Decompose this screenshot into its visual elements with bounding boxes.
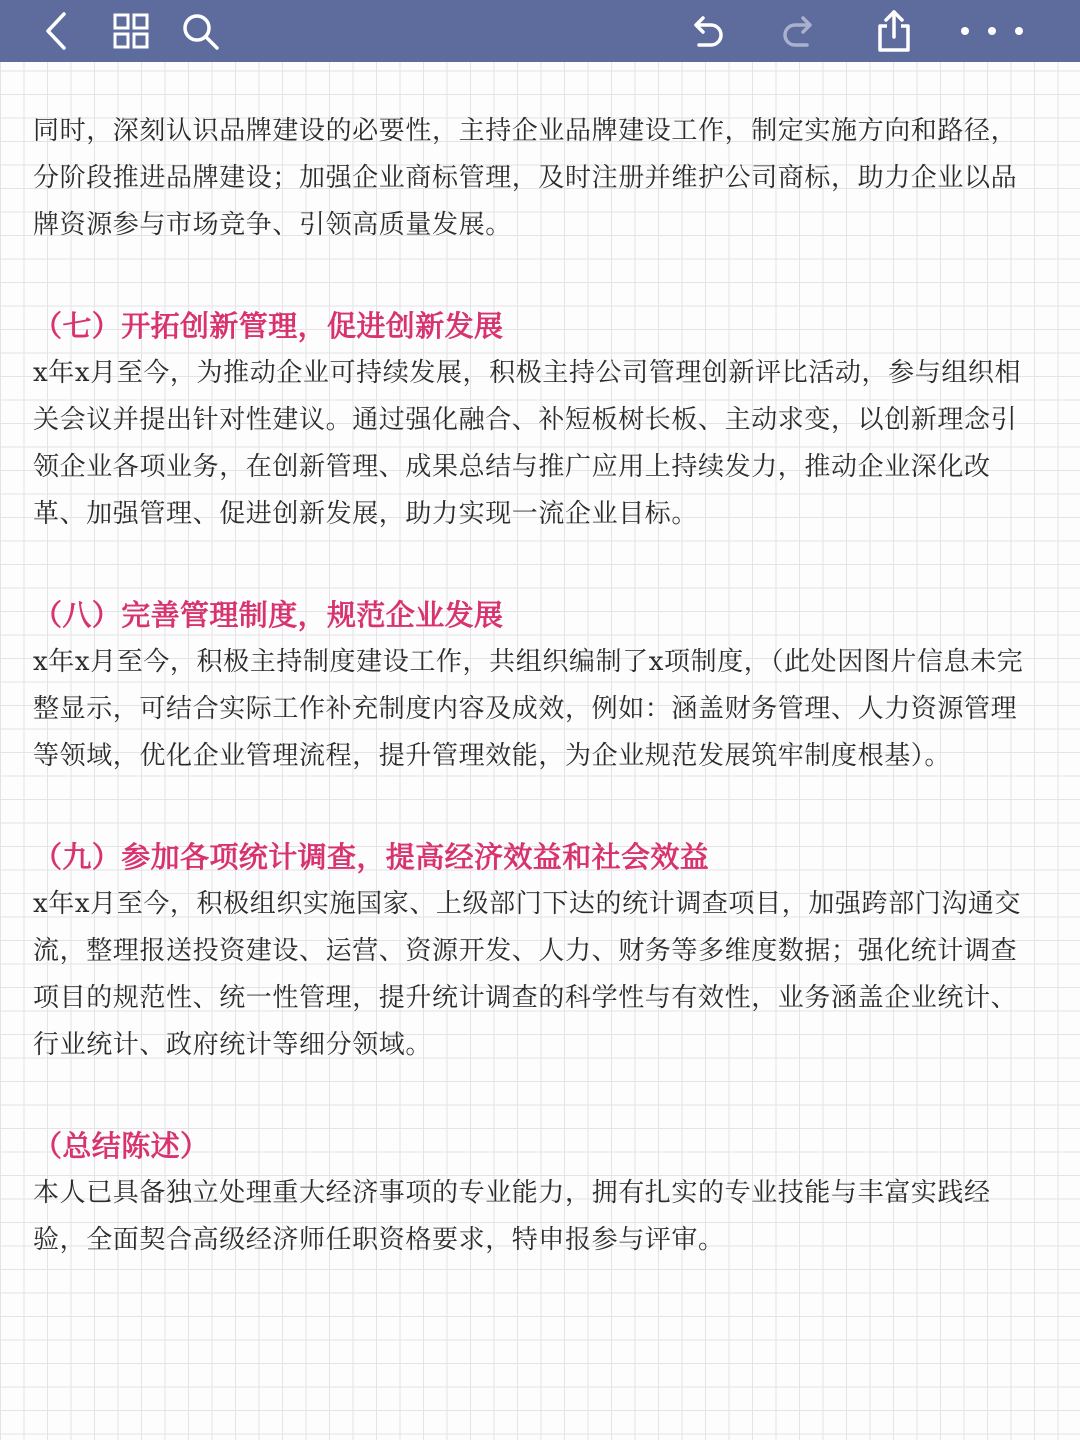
undo-button[interactable]	[682, 6, 732, 56]
section-body: 本人已具备独立处理重大经济事项的专业能力，拥有扎实的专业技能与丰富实践经验，全面契合高级经济师任职资格要求，特申报参与评审。	[33, 1178, 991, 1255]
share-button[interactable]	[869, 6, 919, 56]
share-icon	[872, 8, 916, 54]
grid-icon	[111, 11, 151, 51]
redo-button[interactable]	[774, 6, 824, 56]
section-heading: （八）完善管理制度，规范企业发展	[33, 598, 504, 632]
undo-icon	[685, 9, 729, 53]
redo-icon	[777, 9, 821, 53]
section-heading: （九）参加各项统计调查，提高经济效益和社会效益	[33, 840, 710, 874]
thumbnails-button[interactable]	[106, 6, 156, 56]
search-button[interactable]	[175, 6, 225, 56]
search-icon	[180, 11, 220, 51]
section-heading: （总结陈述）	[33, 1129, 210, 1163]
more-button[interactable]	[948, 6, 1028, 56]
intro-paragraph: 同时，深刻认识品牌建设的必要性，主持企业品牌建设工作，制定实施方向和路径，分阶段推进品牌建设；加强企业商标管理，及时注册并维护公司商标，助力企业以品牌资源参与市场竞争、引领高质量发展。	[33, 116, 1018, 240]
section-body: x年x月至今，为推动企业可持续发展，积极主持公司管理创新评比活动，参与组织相关会议并提出针对性建议。通过强化融合、补短板树长板、主动求变，以创新理念引领企业各项业务，在创新管理、成果总结与推广应用上持续发力，推动企业深化改革、加强管理、促进创新发展，助力实现一流企业目标。	[33, 358, 1022, 529]
document-content	[33, 108, 1043, 1264]
section-body: x年x月至今，积极主持制度建设工作，共组织编制了x项制度，（此处因图片信息未完整显示，可结合实际工作补充制度内容及成效，例如：涵盖财务管理、人力资源管理等领域，优化企业管理流程，提升管理效能，为企业规范发展筑牢制度根基）。	[33, 647, 1024, 771]
section-body: x年x月至今，积极组织实施国家、上级部门下达的统计调查项目，加强跨部门沟通交流，整理报送投资建设、运营、资源开发、人力、财务等多维度数据；强化统计调查项目的规范性、统一性管理，提升统计调查的科学性与有效性，业务涵盖企业统计、行业统计、政府统计等细分领域。	[33, 889, 1022, 1060]
top-toolbar	[0, 0, 1080, 62]
back-button[interactable]	[32, 6, 82, 56]
section-heading: （七）开拓创新管理，促进创新发展	[33, 309, 504, 343]
more-icon	[953, 21, 1023, 41]
chevron-left-icon	[37, 9, 77, 53]
